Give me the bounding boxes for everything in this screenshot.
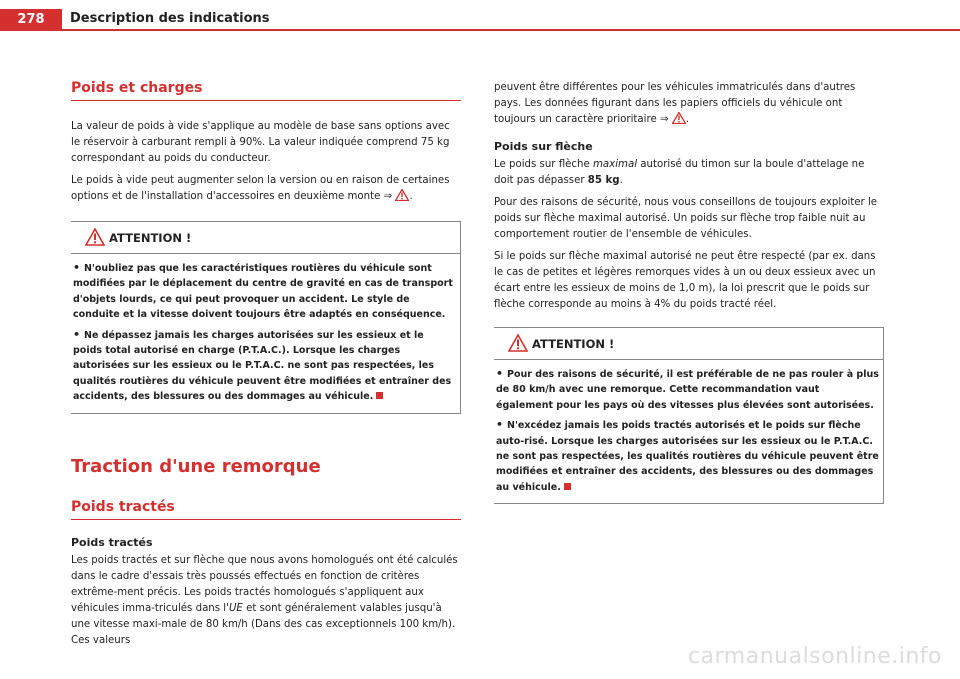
arrow-right-icon: ⇒ <box>660 114 669 125</box>
warning-triangle-icon <box>85 228 105 250</box>
bullet-icon: • <box>73 261 81 274</box>
paragraph-text: Le poids sur flèche <box>494 159 593 170</box>
section-title-poids-charges: Poids et charges <box>71 80 461 101</box>
paragraph-poids-augmente <box>71 173 461 207</box>
left-column <box>71 80 461 649</box>
attention-item-text: N'excédez jamais les poids tractés autorisés et le poids sur flèche auto-risé. Lorsque les charges autorisées sur les essieux ou le P.T.A.C. ne sont pas respectées, les qualités routières du véhicule peuvent être modifiées et entraîner des accidents, des blessures ou des dommages au véhicule. <box>496 420 879 493</box>
paragraph-loi: Si le poids sur flèche maximal autorisé ne peut être respecté (par ex. dans le cas de petites et légères remorques vides à un ou deux essieux avec un écart entre les essieux de moins de 1,0 m), la loi prescrit que le poids sur flèche corresponde au moins à 4% du poids tracté réel. <box>494 251 876 310</box>
header-title: Description des indications <box>70 11 270 26</box>
paragraph-text: Le poids à vide peut augmenter selon la version ou en raison de certaines options et de l'installation d'accessoires en deuxième monte <box>71 175 450 202</box>
period: . <box>409 191 413 202</box>
page-header <box>0 0 960 32</box>
right-column <box>494 80 884 504</box>
paragraph-securite: Pour des raisons de sécurité, nous vous conseillons de toujours exploiter le poids sur flèche maximal autorisé. Un poids sur flèche trop faible nuit au comportement routier de l'ensemble de véhicules. <box>494 197 878 240</box>
page-number: 278 <box>0 9 62 30</box>
attention-box-left <box>71 221 461 414</box>
attention-item-text: Pour des raisons de sécurité, il est préférable de ne pas rouler à plus de 80 km/h avec une remorque. Cette recommandation vaut également pour les pays où des vitesses plus élevées sont autorisées. <box>496 369 879 411</box>
bullet-icon: • <box>496 367 504 380</box>
chapter-title: Traction d'une remorque <box>71 455 321 477</box>
attention-item <box>73 327 456 405</box>
paragraph-valeurs <box>494 80 884 130</box>
paragraph-text: . <box>619 175 623 186</box>
paragraph-poids-fleche <box>494 157 884 189</box>
attention-item-text: N'oubliez pas que les caractéristiques routières du véhicule sont modifiées par le déplacement du centre de gravité en cas de transport d'objets lourds, ce qui peut provoquer un accident. Le style de conduite et la vitesse doivent toujours être adaptés en conséquence. <box>73 263 453 321</box>
paragraph-poids-vide: La valeur de poids à vide s'applique au modèle de base sans options avec le réservoir à carburant rempli à 90%. La valeur indiquée comprend 75 kg correspondant au poids du conducteur. <box>71 121 450 164</box>
watermark: carmanualsonline.info <box>688 644 942 669</box>
paragraph-text: Les poids tractés et sur flèche que nous avons homologués ont été calculés dans le cadre d'essais très poussés effectués en fonction de critères extrême-ment précis. Les poids tractés homologués s'appliquent aux véhicules imma-triculés dans l' <box>71 554 458 614</box>
paragraph-italic: maximal <box>593 159 638 170</box>
attention-item <box>496 417 879 495</box>
section-title-poids-tractes: Poids tractés <box>71 499 461 520</box>
subsection-title-poids-fleche: Poids sur flèche <box>494 140 593 153</box>
attention-body <box>494 360 883 503</box>
attention-header <box>494 328 883 360</box>
attention-item <box>496 366 879 413</box>
attention-title: ATTENTION ! <box>532 337 615 351</box>
paragraph-italic: UE <box>228 602 243 614</box>
attention-item <box>73 260 456 323</box>
subsection-title-poids-tractes: Poids tractés <box>71 535 153 549</box>
paragraph-poids-tractes <box>71 553 461 649</box>
paragraph-text: autorisé du timon sur la boule d'attelage ne doit pas dépasser <box>494 159 865 186</box>
paragraph-bold: 85 kg <box>587 175 620 186</box>
arrow-right-icon: ⇒ <box>383 191 393 202</box>
attention-body <box>71 254 460 413</box>
bullet-icon: • <box>73 327 81 341</box>
warning-triangle-icon[interactable] <box>395 189 409 207</box>
warning-triangle-icon <box>508 334 528 356</box>
paragraph-text: et sont généralement valables jusqu'à une vitesse maxi-male de 80 km/h (Dans des cas exceptionnels 100 km/h). Ces valeurs <box>71 602 456 646</box>
attention-item-text: Ne dépassez jamais les charges autorisées sur les essieux et le poids total autorisé en charge (P.T.A.C.). Lorsque les charges autorisées sur les essieux ou le P.T.A.C. ne sont pas respectées, les qualités routières du véhicule peuvent être modifiées et entraîner des accidents, des blessures ou des dommages au véhicule. <box>73 329 452 403</box>
end-square-icon <box>376 392 383 399</box>
end-square-icon <box>564 483 571 490</box>
paragraph-text: peuvent être différentes pour les véhicules immatriculés dans d'autres pays. Les données figurant dans les papiers officiels du véhicule ont toujours un caractère prioritaire <box>494 82 856 125</box>
header-rule <box>0 29 960 31</box>
warning-triangle-icon[interactable] <box>672 112 686 130</box>
period: . <box>685 114 690 125</box>
attention-box-right <box>494 327 884 504</box>
attention-header <box>71 222 460 254</box>
attention-title: ATTENTION ! <box>109 231 192 245</box>
bullet-icon: • <box>496 418 504 432</box>
